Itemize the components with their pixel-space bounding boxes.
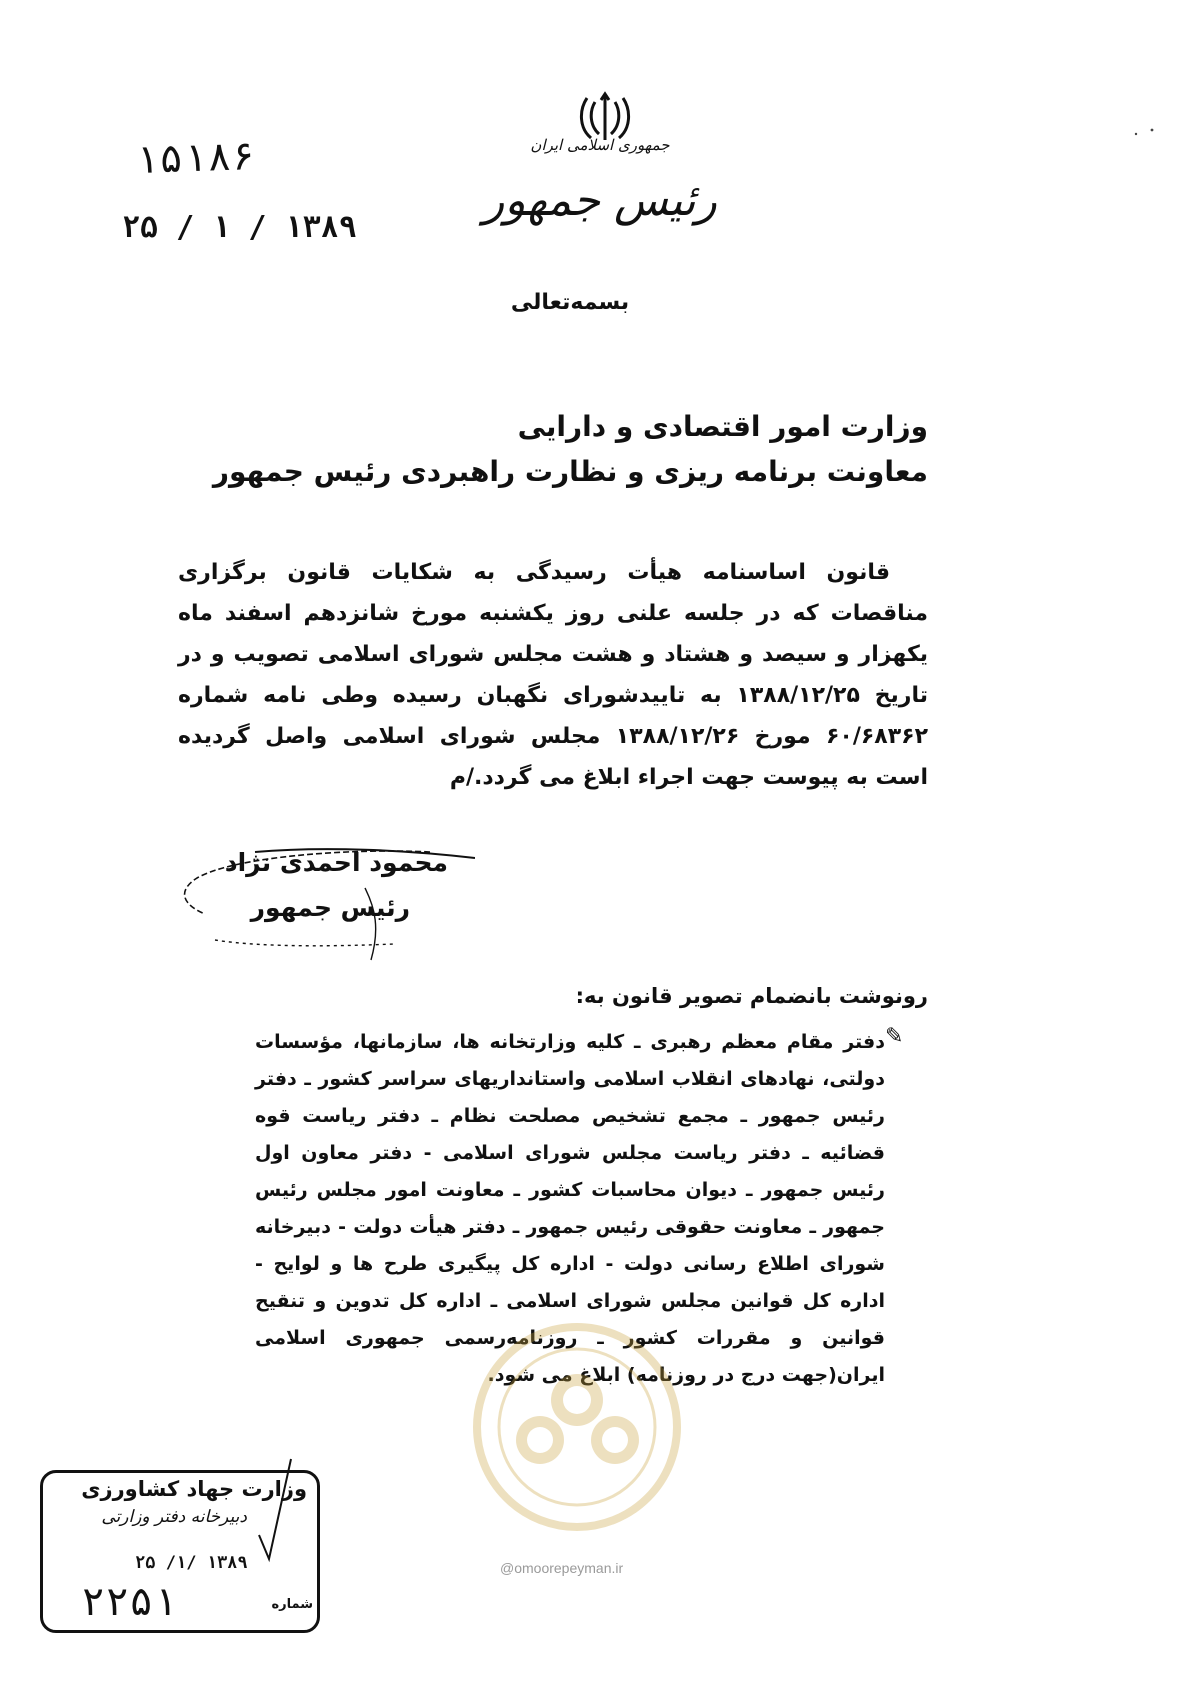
copy-recipients-text: دفتر مقام معظم رهبری ـ کلیه وزارتخانه ها، سازمانها، مؤسسات دولتی، نهادهای انقلاب اسلامی واستانداریهای سراسر کشور ـ دفتر رئیس جمهور ـ مجمع تشخیص مصلحت نظام ـ دفتر ریاست قوه قضائیه ـ دفتر ریاست مجلس شورای اسلامی - دفتر معاون اول رئیس جمهور ـ دیوان محاسبات کشور ـ معاونت امور مجلس رئیس جمهور ـ معاونت حقوقی رئیس جمهور ـ دفتر هیأت دولت - دبیرخانه شورای اطلاع رسانی دولت - اداره کل پیگیری طرح ها و لوایح - اداره کل قوانین مجلس شورای اسلامی ـ اداره کل تدوین و تنقیح قوانین و مقررات کشور ـ روزنامه‌رسمی جمهوری اسلامی ایران(جهت درج در روزنامه) ابلاغ می شود.: [255, 1031, 885, 1386]
signatory-name: محمود احمدی نژاد: [224, 848, 448, 877]
stamp-number-label: شماره: [271, 1597, 313, 1612]
bullet-mark-icon: ✎: [885, 1024, 904, 1049]
stamp-organization: وزارت جهاد کشاورزی: [81, 1477, 307, 1501]
stamp-date: ۱۳۸۹ /۱/ ۲۵: [135, 1553, 248, 1573]
check-mark-icon: [255, 1455, 295, 1565]
scan-specks: [1130, 120, 1170, 150]
signatory-title: رئیس جمهور: [250, 893, 410, 922]
letter-body-paragraph: قانون اساسنامه هیأت رسیدگی به شکایات قانون برگزاری مناقصات که در جلسه علنی روز یکشنبه مورخ شانزدهم اسفند ماه یکهزار و سیصد و هشتاد و هشت مجلس شورای اسلامی تصویب و در تاریخ ۱۳۸۸/۱۲/۲۵ به تاییدشورای نگهبان رسیده وطی نامه شماره ۶۰/۶۸۳۶۲ مورخ ۱۳۸۸/۱۲/۲۶ مجلس شورای اسلامی واصل گردیده است به پیوست جهت اجراء ابلاغ می گردد./م: [178, 560, 928, 790]
addressee-ministry-economy: وزارت امور اقتصادی و دارایی: [517, 410, 928, 443]
reference-date: ۱۳۸۹ / ۱ / ۲۵: [122, 210, 357, 245]
office-title-calligraphy: رئیس جمهور: [483, 175, 717, 226]
addressee-planning-vice-presidency: معاونت برنامه ریزی و نظارت راهبردی رئیس جمهور: [212, 455, 928, 488]
watermark-seal-logo: [470, 1320, 685, 1535]
letter-body: [178, 552, 928, 798]
emblem-caption: جمهوری اسلامی ایران: [530, 136, 670, 154]
copy-to-heading: رونوشت بانضمام تصویر قانون به:: [575, 984, 928, 1008]
reference-number: ۱۵۱۸۶: [134, 132, 257, 184]
bismillah-heading: بسمه‌تعالی: [510, 290, 630, 315]
stamp-number: ۲۲۵۱: [81, 1579, 178, 1625]
watermark-url: @omoorepeyman.ir: [500, 1560, 624, 1576]
stamp-unit: دبیرخانه دفتر وزارتی: [101, 1507, 247, 1527]
